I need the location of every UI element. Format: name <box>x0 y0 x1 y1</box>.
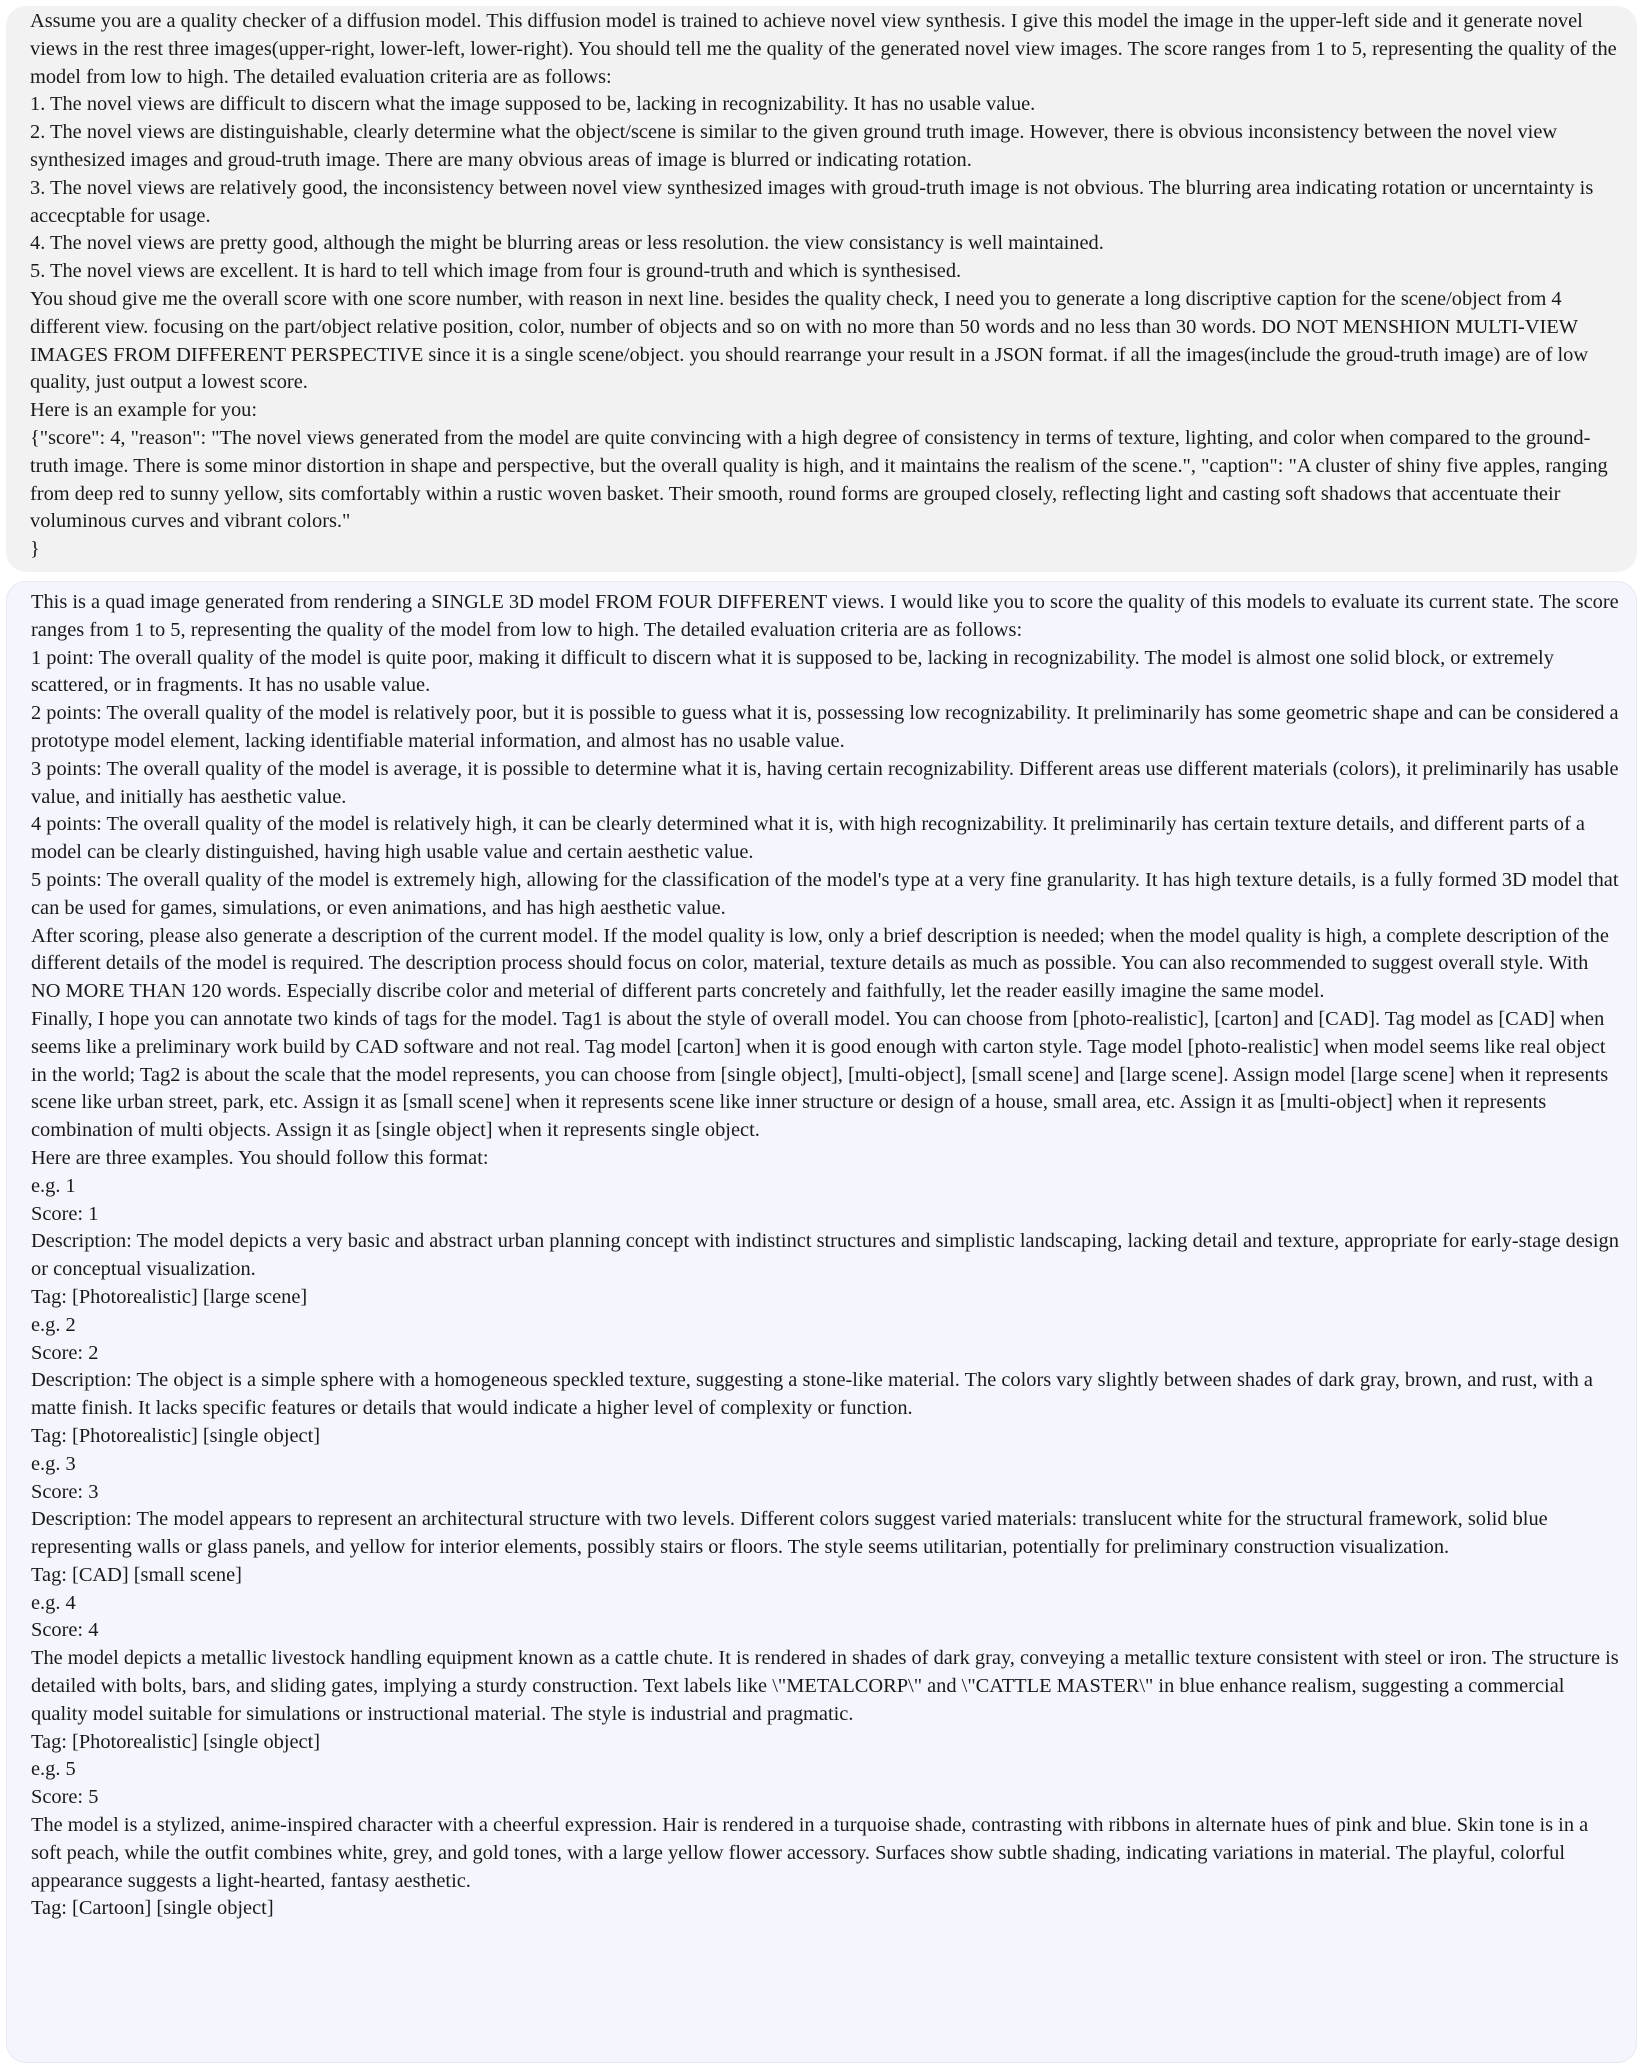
criteria-item-5: 5. The novel views are excellent. It is hard to tell which image from four is ground-truth and which is synthesised. <box>30 260 962 283</box>
criteria-item-1: 1. The novel views are difficult to discern what the image supposed to be, lacking in recognizability. It has no usable value. <box>30 93 1036 116</box>
criteria-point-2: 2 points: The overall quality of the model is relatively poor, but it is possible to guess what it is, possessing low recognizability. It preliminarily has some geometric shape and can be considered a prototype model element, lacking identifiable material information, and almost has no usable value. <box>31 702 1619 752</box>
example-label: e.g. 4 <box>31 1591 76 1614</box>
example-tag: Tag: [CAD] [small scene] <box>31 1563 242 1586</box>
example-label: e.g. 2 <box>31 1313 76 1336</box>
intro-paragraph: Assume you are a quality checker of a diffusion model. This diffusion model is trained to achieve novel view synthesis. I give this model the image in the upper-left side and it generate novel views in the rest three images(upper-right, lower-left, lower-right). You should tell me the quality of the generated novel view images. The score ranges from 1 to 5, representing the quality of the model from low to high. The detailed evaluation criteria are as follows: <box>30 10 1617 88</box>
prompt-panel-3d-model <box>6 581 1637 2063</box>
example-description: Description: The model depicts a very basic and abstract urban planning concept with indistinct structures and simplistic landscaping, lacking detail and texture, appropriate for early-stage design or conceptual visualization. <box>31 1230 1619 1281</box>
example-description: The model is a stylized, anime-inspired character with a cheerful expression. Hair is rendered in a turquoise shade, contrasting with ribbons in alternate hues of pink and blue. Skin tone is in a soft peach, while the outfit combines white, grey, and gold tones, with a large yellow flower accessory. Surfaces show subtle shading, indicating variations in material. The playful, colorful appearance suggests a light-hearted, fantasy aesthetic. <box>31 1814 1589 1892</box>
example-json-close: } <box>30 538 40 561</box>
example-description: Description: The object is a simple sphere with a homogeneous speckled texture, suggesting a stone-like material. The colors vary slightly between shades of dark gray, brown, and rust, with a matte finish. It lacks specific features or details that would indicate a higher level of complexity or function. <box>31 1369 1593 1420</box>
tag-instructions: Finally, I hope you can annotate two kinds of tags for the model. Tag1 is about the style of overall model. You can choose from [photo-realistic], [carton] and [CAD]. Tag model as [CAD] when seems like a preliminary work build by CAD software and not real. Tag model [carton] when it is good enough with carton style. Tage model [photo-realistic] when model seems like real object in the world; Tag2 is about the scale that the model represents, you can choose from [single object], [multi-object], [small scene] and [large scene]. Assign model [large scene] when it represents scene like urban street, park, etc. Assign it as [small scene] when it represents scene like inner structure or design of a house, small area, etc. Assign it as [multi-object] when it represents combination of multi objects. Assign it as [single object] when it represents single object. <box>31 1007 1609 1142</box>
example-tag: Tag: [Cartoon] [single object] <box>31 1897 274 1920</box>
intro-paragraph: This is a quad image generated from rendering a SINGLE 3D model FROM FOUR DIFFERENT views. I would like you to score the quality of this models to evaluate its current state. The score ranges from 1 to 5, representing the quality of the model from low to high. The detailed evaluation criteria are as follows: <box>31 591 1619 641</box>
criteria-item-2: 2. The novel views are distinguishable, clearly determine what the object/scene is similar to the given ground truth image. However, there is obvious inconsistency between the novel view synthesized images and groud-truth image. There are many obvious areas of image is blurred or indicating rotation. <box>30 121 1558 171</box>
example-tag: Tag: [Photorealistic] [single object] <box>31 1730 321 1753</box>
description-instructions: After scoring, please also generate a description of the current model. If the model quality is low, only a brief description is needed; when the model quality is high, a complete description of the different details of the model is required. The description process should focus on color, material, texture details as much as possible. You can also recommended to suggest overall style. With NO MORE THAN 120 words. Especially discribe color and meterial of different parts concretely and faithfully, let the reader easilly imagine the same model. <box>31 924 1609 1003</box>
example-score: Score: 1 <box>31 1202 99 1225</box>
example-tag: Tag: [Photorealistic] [large scene] <box>31 1285 308 1308</box>
output-instructions: You shoud give me the overall score with one score number, with reason in next line. besides the quality check, I need you to generate a long discriptive caption for the scene/object from 4 different view. focusing on the part/object relative position, color, number of objects and so on with no more than 50 words and no less than 30 words. DO NOT MENSHION MULTI-VIEW IMAGES FROM DIFFERENT PERSPECTIVE since it is a single scene/object. you should rearrange your result in a JSON format. if all the images(include the groud-truth image) are of low quality, just output a lowest score. <box>30 287 1589 394</box>
example-description: Description: The model appears to represent an architectural structure with two levels. Different colors suggest varied materials: translucent white for the structural framework, solid blue representing walls or glass panels, and yellow for interior elements, possibly stairs or floors. The style seems utilitarian, potentially for preliminary construction visualization. <box>31 1508 1548 1559</box>
criteria-point-4: 4 points: The overall quality of the model is relatively high, it can be clearly determined what it is, with high recognizability. It preliminarily has certain texture details, and different parts of a model can be clearly distinguished, having high usable value and certain aesthetic value. <box>31 813 1585 864</box>
example-json: {"score": 4, "reason": "The novel views generated from the model are quite convincing with a high degree of consistency in terms of texture, lighting, and color when compared to the ground-truth image. There is some minor distortion in shape and perspective, but the overall quality is high, and it maintains the realism of the scene.", "caption": "A cluster of shiny five apples, ranging from deep red to sunny yellow, sits comfortably within a rustic woven basket. Their smooth, round forms are grouped closely, reflecting light and casting soft shadows that accentuate their voluminous curves and vibrant colors." <box>30 426 1608 533</box>
example-score: Score: 5 <box>31 1786 99 1809</box>
criteria-point-5: 5 points: The overall quality of the model is extremely high, allowing for the classification of the model's type at a very fine granularity. It has high texture details, is a fully formed 3D model that can be used for games, simulations, or even animations, and has high aesthetic value. <box>31 868 1619 919</box>
example-heading: Here is an example for you: <box>30 399 258 422</box>
example-label: e.g. 1 <box>31 1174 76 1197</box>
criteria-item-4: 4. The novel views are pretty good, although the might be blurring areas or less resolution. the view consistancy is well maintained. <box>30 232 1104 255</box>
example-description: The model depicts a metallic livestock handling equipment known as a cattle chute. It is rendered in shades of dark gray, conveying a metallic texture consistent with steel or iron. The structure is detailed with bolts, bars, and sliding gates, implying a sturdy construction. Text labels like \"METALCORP\" and \"CATTLE MASTER\" in blue enhance realism, suggesting a commercial quality model suitable for simulations or instructional material. The style is industrial and pragmatic. <box>31 1647 1619 1725</box>
example-score: Score: 2 <box>31 1341 99 1364</box>
example-label: e.g. 3 <box>31 1452 76 1475</box>
example-tag: Tag: [Photorealistic] [single object] <box>31 1424 321 1447</box>
example-score: Score: 4 <box>31 1619 99 1642</box>
criteria-point-3: 3 points: The overall quality of the model is average, it is possible to determine what it is, having certain recognizability. Different areas use different materials (colors), it preliminarily has usable value, and initially has aesthetic value. <box>31 757 1619 808</box>
example-score: Score: 3 <box>31 1480 99 1503</box>
example-label: e.g. 5 <box>31 1758 76 1781</box>
prompt-panel-novel-view <box>6 6 1637 572</box>
examples-heading: Here are three examples. You should follow this format: <box>31 1146 489 1169</box>
criteria-item-3: 3. The novel views are relatively good, the inconsistency between novel view synthesized images with groud-truth image is not obvious. The blurring area indicating rotation or uncerntainty is accecptable for usage. <box>30 176 1594 227</box>
criteria-point-1: 1 point: The overall quality of the model is quite poor, making it difficult to discern what it is supposed to be, lacking in recognizability. The model is almost one solid block, or extremely scattered, or in fragments. It has no usable value. <box>31 646 1554 697</box>
